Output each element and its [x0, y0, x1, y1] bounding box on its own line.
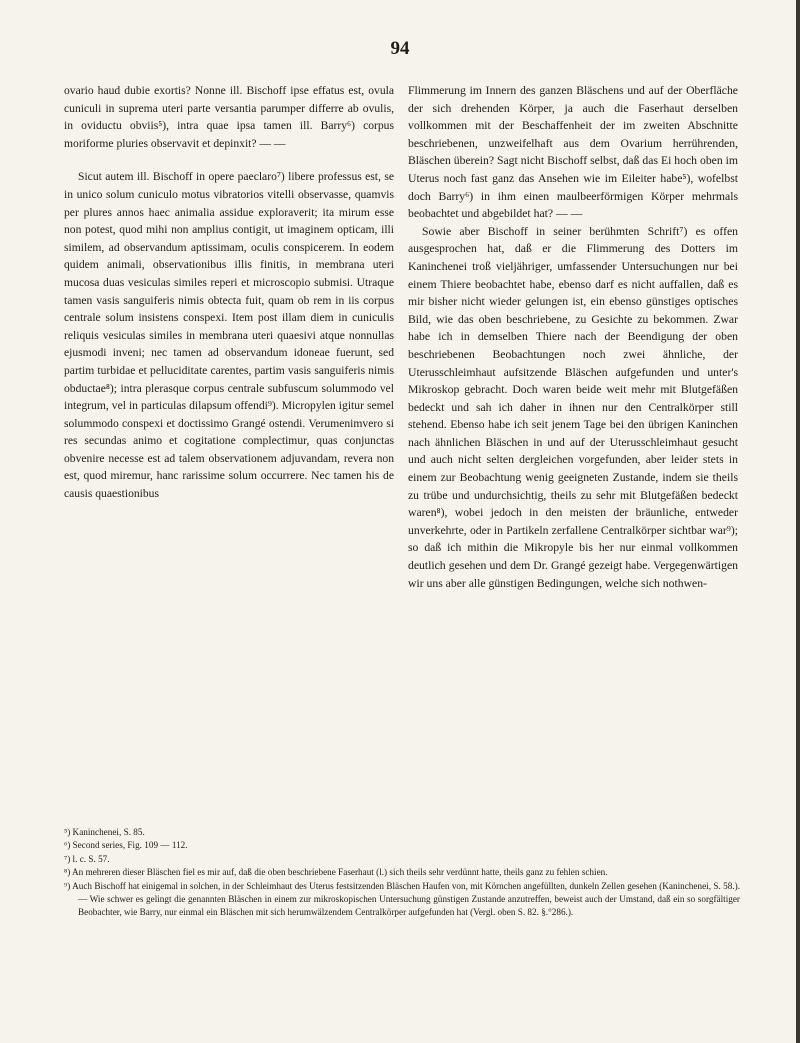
page-edge-shadow [796, 0, 800, 1043]
german-paragraph-1: Flimmerung im Innern des ganzen Bläschens und auf der Oberfläche der sich drehenden Körper, ja auch die Faserhaut derselben vollkommen mit der Beschaffenheit der im zweiten Abschnitte beschriebenen, unzweifelhaft aus dem Ovarium herrührenden, Bläschen überein? Sagt nicht Bischoff selbst, daß das Ei hoch oben im Uterus noch fast ganz das Ansehen wie im Eileiter habe⁵), wofelbst doch Barry⁶) in ihm einen maulbeerförmigen Körper mehrmals beobachtet und abgebildet hat? — — [408, 84, 738, 221]
latin-column [64, 82, 394, 503]
footnote-9: ⁹) Auch Bischoff hat einigemal in solchen, in der Schleimhaut des Uterus festsitzenden Bläschen Haufen von, mit Körnchen angefüllten, dunkeln Zellen gesehen (Kaninchenei, S. 58.). — Wie schwer es gelingt die genannten Bläschen in einem zur mikroskopischen Untersuchung günstigen Zustande anzutreffen, beweist auch der Umstand, daß ein so sorgfältiger Beobachter, wie Barry, nur einmal ein Bläschen mit sich herumwälzendem Centralkörper aufgefunden hat (Vergl. oben S. 82. §.°286.). [64, 880, 740, 918]
german-paragraph-2: Sowie aber Bischoff in seiner berühmten Schrift⁷) es offen ausgesprochen hat, daß er die Flimmerung des Dotters im Kaninchenei troß vieljähriger, umfassender Untersuchungen nur bei einem Thiere beobachtet habe, ebenso darf es nicht auffallen, daß es mir bisher nicht wieder gelungen ist, ein ebenso günstiges optisches Bild, wie das oben beschriebene, zu Gesichte zu bekommen. Zwar habe ich in demselben Thiere nach der Beendigung der oben beschriebenen Beobachtungen noch zwei ähnliche, der Uterusschleimhaut aufsitzende Bläschen aufgefunden und unter's Mikroskop gebracht. Doch waren beide weit mehr mit Blutgefäßen bedeckt und sah ich daher in ihnen nur den Centralkörper still stehend. Ebenso habe ich seit jenem Tage bei den übrigen Kaninchen nach ähnlichen Bläschen in und auf der Uterusschleimhaut gesucht und auch nicht selten dergleichen vorgefunden, aber leider stets in einem zur Beobachtung wenig geeigneten Zustande, indem sie theils zu trübe und undurchsichtig, theils zu sehr mit Blutgefäßen bedeckt waren⁸), wobei jedoch in den meisten der bräunliche, entweder unverkehrte, oder in Partikeln zerfallene Centralkörper sichtbar war⁹); so daß ich mithin die Mikropyle bis her nur einmal vollkommen deutlich gesehen und dem Dr. Grangé gezeigt habe. Vergegenwärtigen wir uns aber alle günstigen Bedingungen, welche sich nothwen- [408, 224, 738, 590]
latin-paragraph-1: ovario haud dubie exortis? Nonne ill. Bischoff ipse effatus est, ovula cuniculi in suprema uteri parte versantia parumper differre ab ovulis, in oviductu obviis⁵), intra quae ipsa tamen ill. Barry⁶) corpus moriforme pluries observavit et depinxit? — — [64, 84, 394, 150]
footnote-5: ⁵) Kaninchenei, S. 85. [64, 827, 145, 837]
footnote-8: ⁸) An mehreren dieser Bläschen fiel es mir auf, daß die oben beschriebene Faserhaut (l.) sich theils sehr verdünnt hatte, theils ganz zu fehlen schien. [64, 867, 608, 878]
german-column [408, 82, 738, 592]
footnote-7: ⁷) l. c. S. 57. [64, 853, 110, 864]
footnotes [64, 826, 740, 920]
page-number: 94 [390, 38, 410, 59]
latin-paragraph-2: Sicut autem ill. Bischoff in opere paeclaro⁷) libere professus est, se in unico solum cuniculo motus vibratorios vitelli observasse, quamvis per plures annos haec animalia assidue exploraverit; ita mirum esse non potest, quod mihi non amplius contigit, ut imaginem opticam, illi similem, ad observandum aptissimam, oculis conspicerem. In eodem quidem animali, observationibus illis finitis, in membrana uteri mucosa duas vesiculas similes reperi et microscopio submisi. Utraque tamen vasis sanguiferis nimis obtecta fuit, quam ob rem in iis corpus centrale solum insistens conspexi. Item post illam diem in cuniculis reliquis vesiculas similes in membrana uteri quaesivi atque nonnullas ejusmodi inveni; nec tamen ad observandum idoneae fuerunt, sed partim turbidae et pelluciditate carentes, partim vasis sanguiferis nimis obductae⁸); intra plerasque corpus centrale subfuscum solummodo vel integrum, vel in particulas dilapsum offendi⁹). Micropylen igitur semel solummodo conspexi et doctissimo Grangé ostendi. Verumenimvero si res secundas animo et cogitatione complectimur, quas conjunctas obvenire necesse est ad talem observationem adjuvandam, revera non est, quod miremur, hanc rarissime solum occurrere. Nec tamen his de causis quaestionibus [64, 170, 394, 501]
footnote-6: ⁶) Second series, Fig. 109 — 112. [64, 840, 188, 851]
